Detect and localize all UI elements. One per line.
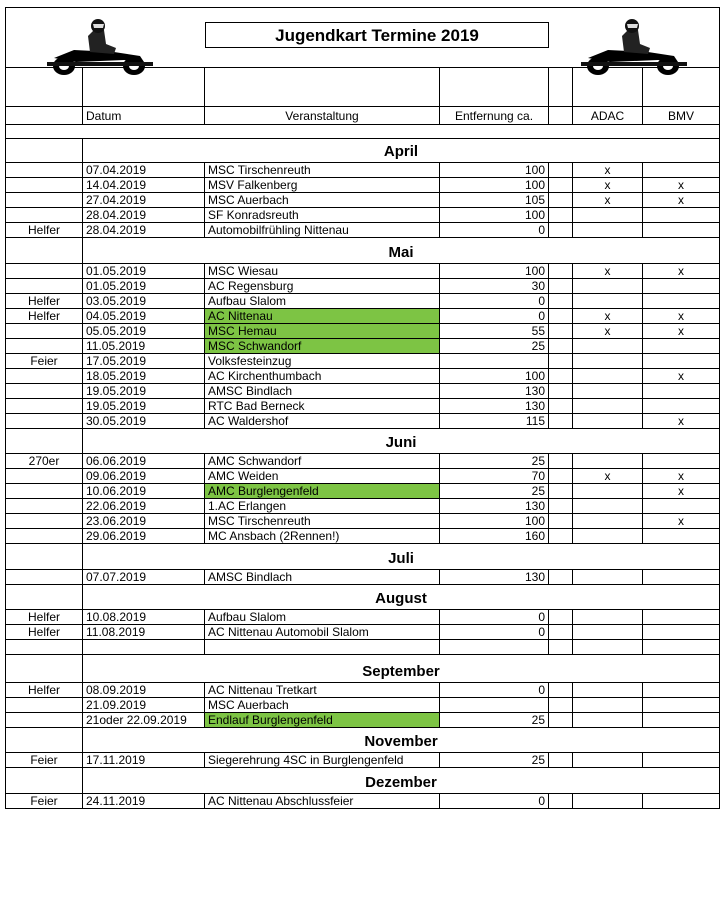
table-row [6, 339, 719, 354]
datum-cell: 01.05.2019 [83, 264, 205, 278]
schedule-sheet [5, 7, 720, 809]
adac-cell: x [573, 469, 643, 483]
month-name: Dezember [365, 774, 437, 791]
entfernung-cell: 55 [440, 324, 549, 338]
entfernung-cell: 0 [440, 294, 549, 308]
adac-cell [573, 529, 643, 543]
veranstaltung-cell: AC Nittenau Automobil Slalom [205, 625, 440, 639]
title-row [6, 8, 719, 68]
entfernung-cell [440, 698, 549, 712]
blank-cell [549, 469, 573, 483]
veranstaltung-cell: AC Regensburg [205, 279, 440, 293]
datum-cell: 27.04.2019 [83, 193, 205, 207]
entfernung-cell: 100 [440, 178, 549, 192]
helfer-cell: 270er [6, 454, 83, 468]
entfernung-cell: 25 [440, 753, 549, 767]
table-row [6, 529, 719, 544]
blank-cell [549, 794, 573, 808]
adac-cell [573, 683, 643, 697]
helfer-cell [6, 339, 83, 353]
datum-cell: 05.05.2019 [83, 324, 205, 338]
helfer-cell [6, 399, 83, 413]
entfernung-cell [440, 354, 549, 368]
entfernung-cell: 160 [440, 529, 549, 543]
bmv-cell: x [678, 484, 684, 498]
veranstaltung-cell: AMC Burglengenfeld [205, 484, 440, 498]
adac-cell [573, 369, 643, 383]
month-row [6, 585, 719, 610]
helfer-cell [6, 484, 83, 498]
helfer-cell [6, 640, 83, 654]
table-row [6, 193, 719, 208]
datum-cell: 10.06.2019 [83, 484, 205, 498]
blank-cell [549, 570, 573, 584]
bmv-cell [643, 384, 719, 398]
entfernung-cell: 25 [440, 454, 549, 468]
entfernung-cell: 100 [440, 163, 549, 177]
veranstaltung-cell: AMSC Bindlach [205, 384, 440, 398]
bmv-cell [643, 683, 719, 697]
blank-cell [549, 384, 573, 398]
table-row [6, 698, 719, 713]
spacer-row [6, 68, 719, 107]
blank-cell [549, 223, 573, 237]
adac-cell: x [573, 163, 643, 177]
datum-cell: 21.09.2019 [83, 698, 205, 712]
blank-cell [549, 713, 573, 727]
table-row [6, 369, 719, 384]
helfer-cell [6, 414, 83, 428]
table-row [6, 610, 719, 625]
adac-cell [573, 454, 643, 468]
adac-cell [573, 610, 643, 624]
entfernung-cell: 100 [440, 514, 549, 528]
entfernung-cell: 0 [440, 683, 549, 697]
column-header-row [6, 107, 719, 125]
month-name: November [364, 733, 438, 750]
helfer-cell [6, 264, 83, 278]
helfer-cell: Helfer [6, 610, 83, 624]
bmv-cell [643, 163, 719, 177]
adac-cell [573, 208, 643, 222]
datum-cell: 11.05.2019 [83, 339, 205, 353]
entfernung-cell: 100 [440, 264, 549, 278]
month-spacer-cell [6, 655, 83, 682]
col-datum-header: Datum [83, 107, 205, 124]
datum-cell: 21oder 22.09.2019 [83, 713, 205, 727]
veranstaltung-cell: MSC Tirschenreuth [205, 514, 440, 528]
month-spacer-cell [6, 139, 83, 162]
veranstaltung-cell: Aufbau Slalom [205, 294, 440, 308]
entfernung-cell: 130 [440, 499, 549, 513]
veranstaltung-cell: MC Ansbach (2Rennen!) [205, 529, 440, 543]
helfer-cell [6, 384, 83, 398]
table-row [6, 484, 719, 499]
veranstaltung-cell: AMC Weiden [205, 469, 440, 483]
table-row [6, 208, 719, 223]
blank-cell [549, 178, 573, 192]
blank-cell [549, 208, 573, 222]
helfer-cell: Helfer [6, 309, 83, 323]
bmv-cell [643, 339, 719, 353]
entfernung-cell: 25 [440, 339, 549, 353]
entfernung-cell: 130 [440, 399, 549, 413]
entfernung-cell: 30 [440, 279, 549, 293]
bmv-cell [643, 698, 719, 712]
adac-cell [573, 223, 643, 237]
bmv-cell [643, 294, 719, 308]
bmv-cell: x [678, 178, 684, 192]
entfernung-cell: 100 [440, 208, 549, 222]
helfer-cell [6, 193, 83, 207]
blank-cell [549, 698, 573, 712]
bmv-cell [643, 640, 719, 654]
veranstaltung-cell: AC Nittenau Tretkart [205, 683, 440, 697]
datum-cell [83, 640, 205, 654]
helfer-cell [6, 698, 83, 712]
col-adac-header: ADAC [573, 107, 643, 124]
entfernung-cell: 0 [440, 625, 549, 639]
adac-cell [573, 279, 643, 293]
veranstaltung-cell: MSC Schwandorf [205, 339, 440, 353]
blank-cell [549, 529, 573, 543]
table-row [6, 178, 719, 193]
spacer-row [6, 125, 719, 139]
helfer-cell: Helfer [6, 223, 83, 237]
datum-cell: 14.04.2019 [83, 178, 205, 192]
datum-cell: 09.06.2019 [83, 469, 205, 483]
veranstaltung-cell: MSC Hemau [205, 324, 440, 338]
entfernung-cell: 100 [440, 369, 549, 383]
table-row [6, 309, 719, 324]
bmv-cell [643, 610, 719, 624]
entfernung-cell: 25 [440, 713, 549, 727]
table-row [6, 414, 719, 429]
entfernung-cell: 105 [440, 193, 549, 207]
bmv-cell [643, 208, 719, 222]
datum-cell: 10.08.2019 [83, 610, 205, 624]
adac-cell: x [573, 324, 643, 338]
month-row [6, 139, 719, 163]
bmv-cell: x [678, 514, 684, 528]
helfer-cell [6, 514, 83, 528]
month-spacer-cell [6, 585, 83, 609]
blank-cell [549, 640, 573, 654]
veranstaltung-cell: Siegerehrung 4SC in Burglengenfeld [205, 753, 440, 767]
col-bmv-header: BMV [667, 109, 694, 123]
month-row [6, 728, 719, 753]
adac-cell [573, 713, 643, 727]
blank-cell [549, 324, 573, 338]
table-row [6, 454, 719, 469]
entfernung-cell: 0 [440, 610, 549, 624]
helfer-cell [6, 178, 83, 192]
entfernung-cell: 0 [440, 794, 549, 808]
helfer-cell [6, 279, 83, 293]
datum-cell: 08.09.2019 [83, 683, 205, 697]
datum-cell: 01.05.2019 [83, 279, 205, 293]
month-row [6, 429, 719, 454]
adac-cell [573, 484, 643, 498]
veranstaltung-cell: Automobilfrühling Nittenau [205, 223, 440, 237]
table-row [6, 223, 719, 238]
blank-cell [549, 264, 573, 278]
blank-cell [549, 279, 573, 293]
col-helfer-header [6, 107, 83, 124]
blank-cell [549, 484, 573, 498]
veranstaltung-cell: SF Konradsreuth [205, 208, 440, 222]
bmv-cell [643, 499, 719, 513]
datum-cell: 18.05.2019 [83, 369, 205, 383]
veranstaltung-cell: AC Kirchenthumbach [205, 369, 440, 383]
veranstaltung-cell: Volksfesteinzug [205, 354, 440, 368]
month-row [6, 768, 719, 794]
table-row [6, 625, 719, 640]
adac-cell: x [573, 193, 643, 207]
bmv-cell: x [678, 309, 684, 323]
bmv-cell [643, 279, 719, 293]
adac-cell [573, 625, 643, 639]
month-spacer-cell [6, 544, 83, 569]
adac-cell [573, 384, 643, 398]
blank-cell [549, 339, 573, 353]
blank-cell [549, 309, 573, 323]
month-spacer-cell [6, 728, 83, 752]
entfernung-cell: 115 [440, 414, 549, 428]
veranstaltung-cell: RTC Bad Berneck [205, 399, 440, 413]
veranstaltung-cell: AC Waldershof [205, 414, 440, 428]
datum-cell: 07.04.2019 [83, 163, 205, 177]
datum-cell: 11.08.2019 [83, 625, 205, 639]
table-row [6, 794, 719, 809]
adac-cell [573, 753, 643, 767]
table-row [6, 354, 719, 369]
adac-cell: x [573, 309, 643, 323]
datum-cell: 03.05.2019 [83, 294, 205, 308]
helfer-cell: Feier [6, 794, 83, 808]
entfernung-cell: 0 [440, 309, 549, 323]
blank-cell [549, 399, 573, 413]
datum-cell: 19.05.2019 [83, 399, 205, 413]
bmv-cell: x [678, 369, 684, 383]
veranstaltung-cell: AC Nittenau Abschlussfeier [205, 794, 440, 808]
blank-cell [549, 499, 573, 513]
helfer-cell [6, 529, 83, 543]
adac-cell [573, 499, 643, 513]
datum-cell: 29.06.2019 [83, 529, 205, 543]
month-name: Mai [388, 244, 414, 261]
table-row [6, 384, 719, 399]
helfer-cell [6, 570, 83, 584]
helfer-cell [6, 499, 83, 513]
datum-cell: 06.06.2019 [83, 454, 205, 468]
veranstaltung-cell: MSV Falkenberg [205, 178, 440, 192]
bmv-cell [643, 399, 719, 413]
bmv-cell [643, 354, 719, 368]
helfer-cell [6, 469, 83, 483]
datum-cell: 22.06.2019 [83, 499, 205, 513]
month-name: August [375, 590, 427, 607]
blank-cell [549, 193, 573, 207]
veranstaltung-cell: AMSC Bindlach [205, 570, 440, 584]
datum-cell: 28.04.2019 [83, 223, 205, 237]
adac-cell [573, 414, 643, 428]
helfer-cell [6, 324, 83, 338]
adac-cell [573, 399, 643, 413]
datum-cell: 07.07.2019 [83, 570, 205, 584]
month-row [6, 655, 719, 683]
table-row [6, 570, 719, 585]
adac-cell: x [573, 178, 643, 192]
bmv-cell [643, 570, 719, 584]
veranstaltung-cell: MSC Auerbach [205, 698, 440, 712]
month-spacer-cell [6, 238, 83, 263]
entfernung-cell: 130 [440, 570, 549, 584]
table-row [6, 683, 719, 698]
col-entfernung-header: Entfernung ca. [440, 107, 549, 124]
month-name: Juli [388, 550, 414, 567]
bmv-cell [643, 794, 719, 808]
table-row [6, 324, 719, 339]
datum-cell: 23.06.2019 [83, 514, 205, 528]
veranstaltung-cell: MSC Tirschenreuth [205, 163, 440, 177]
adac-cell [573, 570, 643, 584]
datum-cell: 17.05.2019 [83, 354, 205, 368]
table-row [6, 163, 719, 178]
blank-cell [549, 294, 573, 308]
bmv-cell: x [678, 264, 684, 278]
helfer-cell: Feier [6, 354, 83, 368]
datum-cell: 30.05.2019 [83, 414, 205, 428]
helfer-cell [6, 369, 83, 383]
month-row [6, 544, 719, 570]
bmv-cell: x [678, 324, 684, 338]
datum-cell: 24.11.2019 [83, 794, 205, 808]
month-name: April [383, 143, 419, 160]
adac-cell [573, 698, 643, 712]
table-row [6, 499, 719, 514]
veranstaltung-cell: AMC Schwandorf [205, 454, 440, 468]
veranstaltung-cell: MSC Wiesau [205, 264, 440, 278]
adac-cell: x [573, 264, 643, 278]
bmv-cell: x [678, 414, 684, 428]
veranstaltung-cell [205, 640, 440, 654]
adac-cell [573, 640, 643, 654]
blank-cell [549, 683, 573, 697]
month-name: September [362, 663, 440, 680]
helfer-cell: Helfer [6, 683, 83, 697]
table-row [6, 264, 719, 279]
table-row [6, 279, 719, 294]
month-spacer-cell [6, 768, 83, 793]
bmv-cell [643, 223, 719, 237]
veranstaltung-cell: Endlauf Burglengenfeld [205, 713, 440, 727]
blank-cell [549, 163, 573, 177]
blank-cell [549, 369, 573, 383]
helfer-cell: Helfer [6, 625, 83, 639]
blank-cell [549, 753, 573, 767]
bmv-cell [643, 753, 719, 767]
veranstaltung-cell: AC Nittenau [205, 309, 440, 323]
col-veranstaltung-header: Veranstaltung [205, 107, 440, 124]
table-row [6, 399, 719, 414]
helfer-cell: Helfer [6, 294, 83, 308]
veranstaltung-cell: 1.AC Erlangen [205, 499, 440, 513]
entfernung-cell: 0 [440, 223, 549, 237]
entfernung-cell [440, 640, 549, 654]
bmv-cell: x [678, 193, 684, 207]
blank-cell [549, 625, 573, 639]
blank-cell [549, 610, 573, 624]
entfernung-cell: 130 [440, 384, 549, 398]
bmv-cell [643, 529, 719, 543]
helfer-cell [6, 208, 83, 222]
table-row [6, 753, 719, 768]
table-row [6, 640, 719, 655]
month-row [6, 238, 719, 264]
adac-cell [573, 514, 643, 528]
blank-cell [549, 354, 573, 368]
veranstaltung-cell: MSC Auerbach [205, 193, 440, 207]
blank-cell [549, 514, 573, 528]
entfernung-cell: 70 [440, 469, 549, 483]
month-name: Juni [385, 434, 417, 451]
helfer-cell: Feier [6, 753, 83, 767]
blank-cell [549, 454, 573, 468]
table-row [6, 514, 719, 529]
datum-cell: 28.04.2019 [83, 208, 205, 222]
adac-cell [573, 294, 643, 308]
bmv-cell [643, 625, 719, 639]
bmv-cell: x [678, 469, 684, 483]
adac-cell [573, 354, 643, 368]
table-row [6, 469, 719, 484]
table-row [6, 713, 719, 728]
month-spacer-cell [6, 429, 83, 453]
adac-cell [573, 339, 643, 353]
bmv-cell [643, 713, 719, 727]
adac-cell [573, 794, 643, 808]
blank-cell [549, 414, 573, 428]
datum-cell: 17.11.2019 [83, 753, 205, 767]
helfer-cell [6, 713, 83, 727]
page-title: Jugendkart Termine 2019 [205, 22, 549, 48]
datum-cell: 19.05.2019 [83, 384, 205, 398]
bmv-cell [643, 454, 719, 468]
entfernung-cell: 25 [440, 484, 549, 498]
datum-cell: 04.05.2019 [83, 309, 205, 323]
table-row [6, 294, 719, 309]
helfer-cell [6, 163, 83, 177]
veranstaltung-cell: Aufbau Slalom [205, 610, 440, 624]
